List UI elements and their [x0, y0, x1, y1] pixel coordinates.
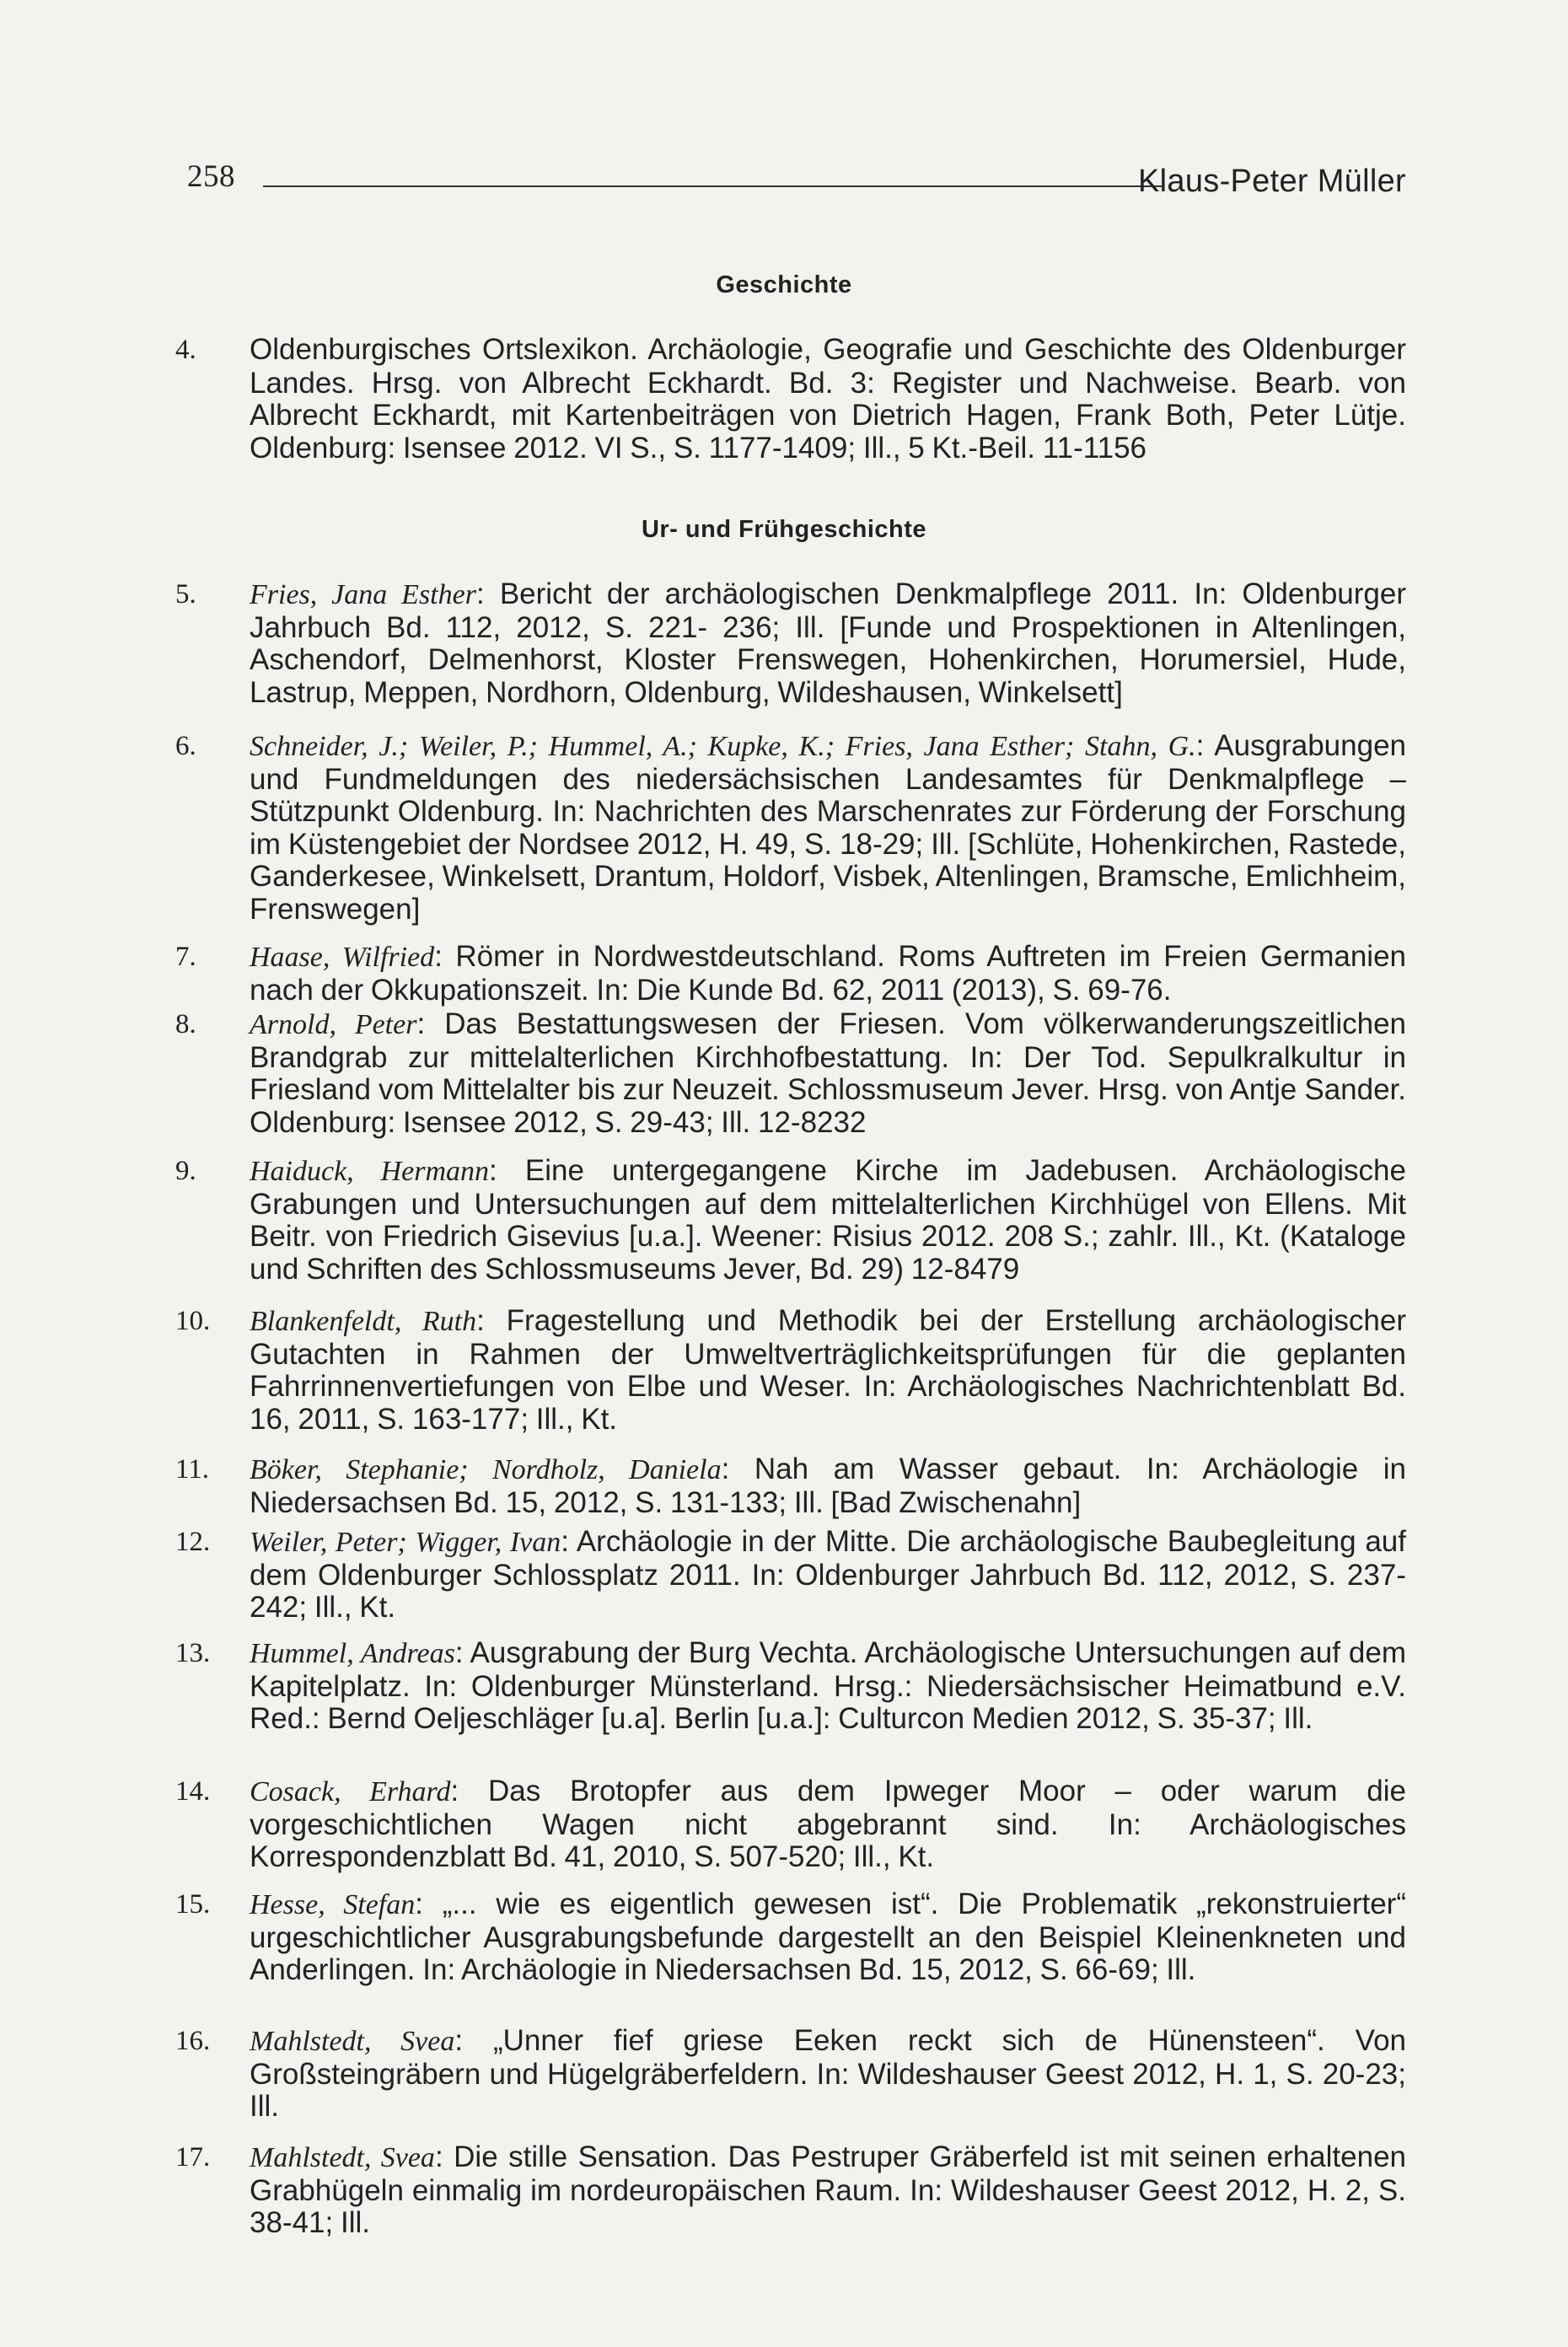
entry-text: [250, 1637, 1406, 1736]
entry-author: Blankenfeldt, Ruth: [250, 1306, 477, 1337]
entry-body: : Das Bestattungswesen der Friesen. Vom völkerwanderungszeitlichen Brandgrab zur mittelalterlichen Kirchhofbestattung. In: Der Tod. Sepulkralkultur in Friesland vom Mittelalter bis zur Neuzeit. Schlossmuseum Jever. Hrsg. von Antje Sander. Oldenburg: Isensee 2012, S. 29-43; Ill. 12-8232: [250, 1007, 1407, 1139]
entry-text: [250, 941, 1406, 1007]
entry-number: 8.: [175, 1009, 196, 1039]
entry-number: 17.: [175, 2142, 211, 2172]
entry-author: Mahlstedt, Svea: [250, 2026, 455, 2057]
entry-author: Böker, Stephanie; Nordholz, Daniela: [250, 1454, 722, 1485]
entry-body: Oldenburgisches Ortslexikon. Archäologie, Geografie und Geschichte des Oldenburger Landes. Hrsg. von Albrecht Eckhardt. Bd. 3: Register und Nachweise. Bearb. von Albrecht Eckhardt, mit Kartenbeiträgen von Dietrich Hagen, Frank Both, Peter Lütje. Oldenburg: Isensee 2012. VI S., S. 1177-1409; Ill., 5 Kt.-Beil. 11-1156: [250, 333, 1406, 465]
entry-number: 10.: [175, 1306, 211, 1336]
entry-body: : Römer in Nordwestdeutschland. Roms Auftreten im Freien Germanien nach der Okkupationszeit. In: Die Kunde Bd. 62, 2011 (2013), S. 69-76.: [250, 940, 1407, 1007]
entry-number: 15.: [175, 1889, 211, 1920]
entry-author: Haase, Wilfried: [250, 942, 435, 973]
entry-body: : Das Brotopfer aus dem Ipweger Moor – oder warum die vorgeschichtlichen Wagen nicht abgebrannt sind. In: Archäologisches Korrespondenzblatt Bd. 41, 2010, S. 507-520; Ill., Kt.: [250, 1775, 1406, 1873]
entry-body: : Bericht der archäologischen Denkmalpflege 2011. In: Oldenburger Jahrbuch Bd. 112, 2012, S. 221- 236; Ill. [Funde und Prospektionen in Altenlingen, Aschendorf, Delmenhorst, Kloster Frenswegen, Hohenkirchen, Horumersiel, Hude, Lastrup, Meppen, Nordhorn, Oldenburg, Wildeshausen, Winkelsett]: [250, 577, 1406, 709]
entry-body: : Nah am Wasser gebaut. In: Archäologie in Niedersachsen Bd. 15, 2012, S. 131-133; Ill. [Bad Zwischenahn]: [250, 1453, 1406, 1519]
header-rule: [263, 185, 1162, 187]
entry-author: Mahlstedt, Svea: [250, 2142, 435, 2173]
page-number: 258: [187, 159, 235, 194]
entry-body: : Die stille Sensation. Das Pestruper Gräberfeld ist mit seinen erhaltenen Grabhügeln einmalig im nordeuropäischen Raum. In: Wildeshauser Geest 2012, H. 2, S. 38-41; Ill.: [250, 2140, 1406, 2239]
entry-number: 5.: [175, 579, 196, 610]
entry-number: 13.: [175, 1638, 211, 1668]
page-header: [187, 158, 1406, 209]
entry-text: [250, 1526, 1406, 1625]
entry-text: [250, 1305, 1406, 1436]
entry-text: [250, 578, 1406, 709]
entry-number: 7.: [175, 942, 196, 972]
entry-text: [250, 1453, 1406, 1519]
entry-text: [250, 2141, 1406, 2240]
entry-body: : „... wie es eigentlich gewesen ist“. Die Problematik „rekonstruierter“ urgeschichtlicher Ausgrabungsbefunde dargestellt an den Beispiel Kleinenkneten und Anderlingen. In: Archäologie in Niedersachsen Bd. 15, 2012, S. 66-69; Ill.: [250, 1888, 1406, 1986]
section-heading-geschichte: Geschichte: [716, 271, 852, 298]
entry-text: [250, 334, 1406, 465]
entry-author: Cosack, Erhard: [250, 1776, 451, 1807]
entry-number: 14.: [175, 1776, 211, 1807]
entry-author: Fries, Jana Esther: [250, 579, 476, 610]
entry-number: 6.: [175, 731, 196, 761]
entry-author: Schneider, J.; Weiler, P.; Hummel, A.; Kupke, K.; Fries, Jana Esther; Stahn, G.: [250, 731, 1196, 762]
entry-number: 4.: [175, 335, 196, 365]
entry-body: : Archäologie in der Mitte. Die archäologische Baubegleitung auf dem Oldenburger Schlossplatz 2011. In: Oldenburger Jahrbuch Bd. 112, 2012, S. 237-242; Ill., Kt.: [250, 1525, 1406, 1624]
entry-author: Arnold, Peter: [250, 1009, 417, 1040]
entry-text: [250, 1008, 1406, 1139]
entry-body: : Fragestellung und Methodik bei der Erstellung archäologischer Gutachten in Rahmen der Umweltverträglichkeitsprüfungen für die geplanten Fahrrinnenvertiefungen von Elbe und Weser. In: Archäologisches Nachrichtenblatt Bd. 16, 2011, S. 163-177; Ill., Kt.: [250, 1304, 1406, 1436]
entry-text: [250, 2025, 1406, 2124]
entry-number: 16.: [175, 2026, 211, 2056]
entry-text: [250, 730, 1406, 926]
entry-body: : „Unner fief griese Eeken reckt sich de Hünensteen“. Von Großsteingräbern und Hügelgräberfeldern. In: Wildeshauser Geest 2012, H. 1, S. 20-23; Ill.: [250, 2024, 1406, 2123]
entry-body: : Ausgrabungen und Fundmeldungen des niedersächsischen Landesamtes für Denkmalpflege – Stützpunkt Oldenburg. In: Nachrichten des Marschenrates zur Förderung der Forschung im Küstengebiet der Nordsee 2012, H. 49, S. 18-29; Ill. [Schlüte, Hohenkirchen, Rastede, Ganderkesee, Winkelsett, Drantum, Holdorf, Visbek, Altenlingen, Bramsche, Emlichheim, Frenswegen]: [250, 729, 1406, 926]
section-heading-ur-und-fruehgeschichte: Ur- und Frühgeschichte: [641, 516, 927, 543]
entry-author: Hesse, Stefan: [250, 1889, 416, 1920]
entry-text: [250, 1888, 1406, 1987]
entry-body: : Ausgrabung der Burg Vechta. Archäologische Untersuchungen auf dem Kapitelplatz. In: Oldenburger Münsterland. Hrsg.: Niedersächsischer Heimatbund e.V. Red.: Bernd Oeljeschläger [u.a]. Berlin [u.a.]: Culturcon Medien 2012, S. 35-37; Ill.: [250, 1636, 1406, 1735]
entry-author: Weiler, Peter; Wigger, Ivan: [250, 1527, 561, 1558]
entry-number: 9.: [175, 1156, 196, 1186]
entry-text: [250, 1155, 1406, 1286]
entry-number: 11.: [175, 1454, 210, 1485]
entry-number: 12.: [175, 1527, 211, 1557]
running-head: Klaus-Peter Müller: [1138, 164, 1406, 199]
entry-body: : Eine untergegangene Kirche im Jadebusen. Archäologische Grabungen und Untersuchungen auf dem mittelalterlichen Kirchhügel von Ellens. Mit Beitr. von Friedrich Gisevius [u.a.]. Weener: Risius 2012. 208 S.; zahlr. Ill., Kt. (Kataloge und Schriften des Schlossmuseums Jever, Bd. 29) 12-8479: [250, 1154, 1406, 1286]
entry-author: Hummel, Andreas: [250, 1638, 455, 1669]
entry-text: [250, 1775, 1406, 1874]
entry-author: Haiduck, Hermann: [250, 1156, 490, 1187]
